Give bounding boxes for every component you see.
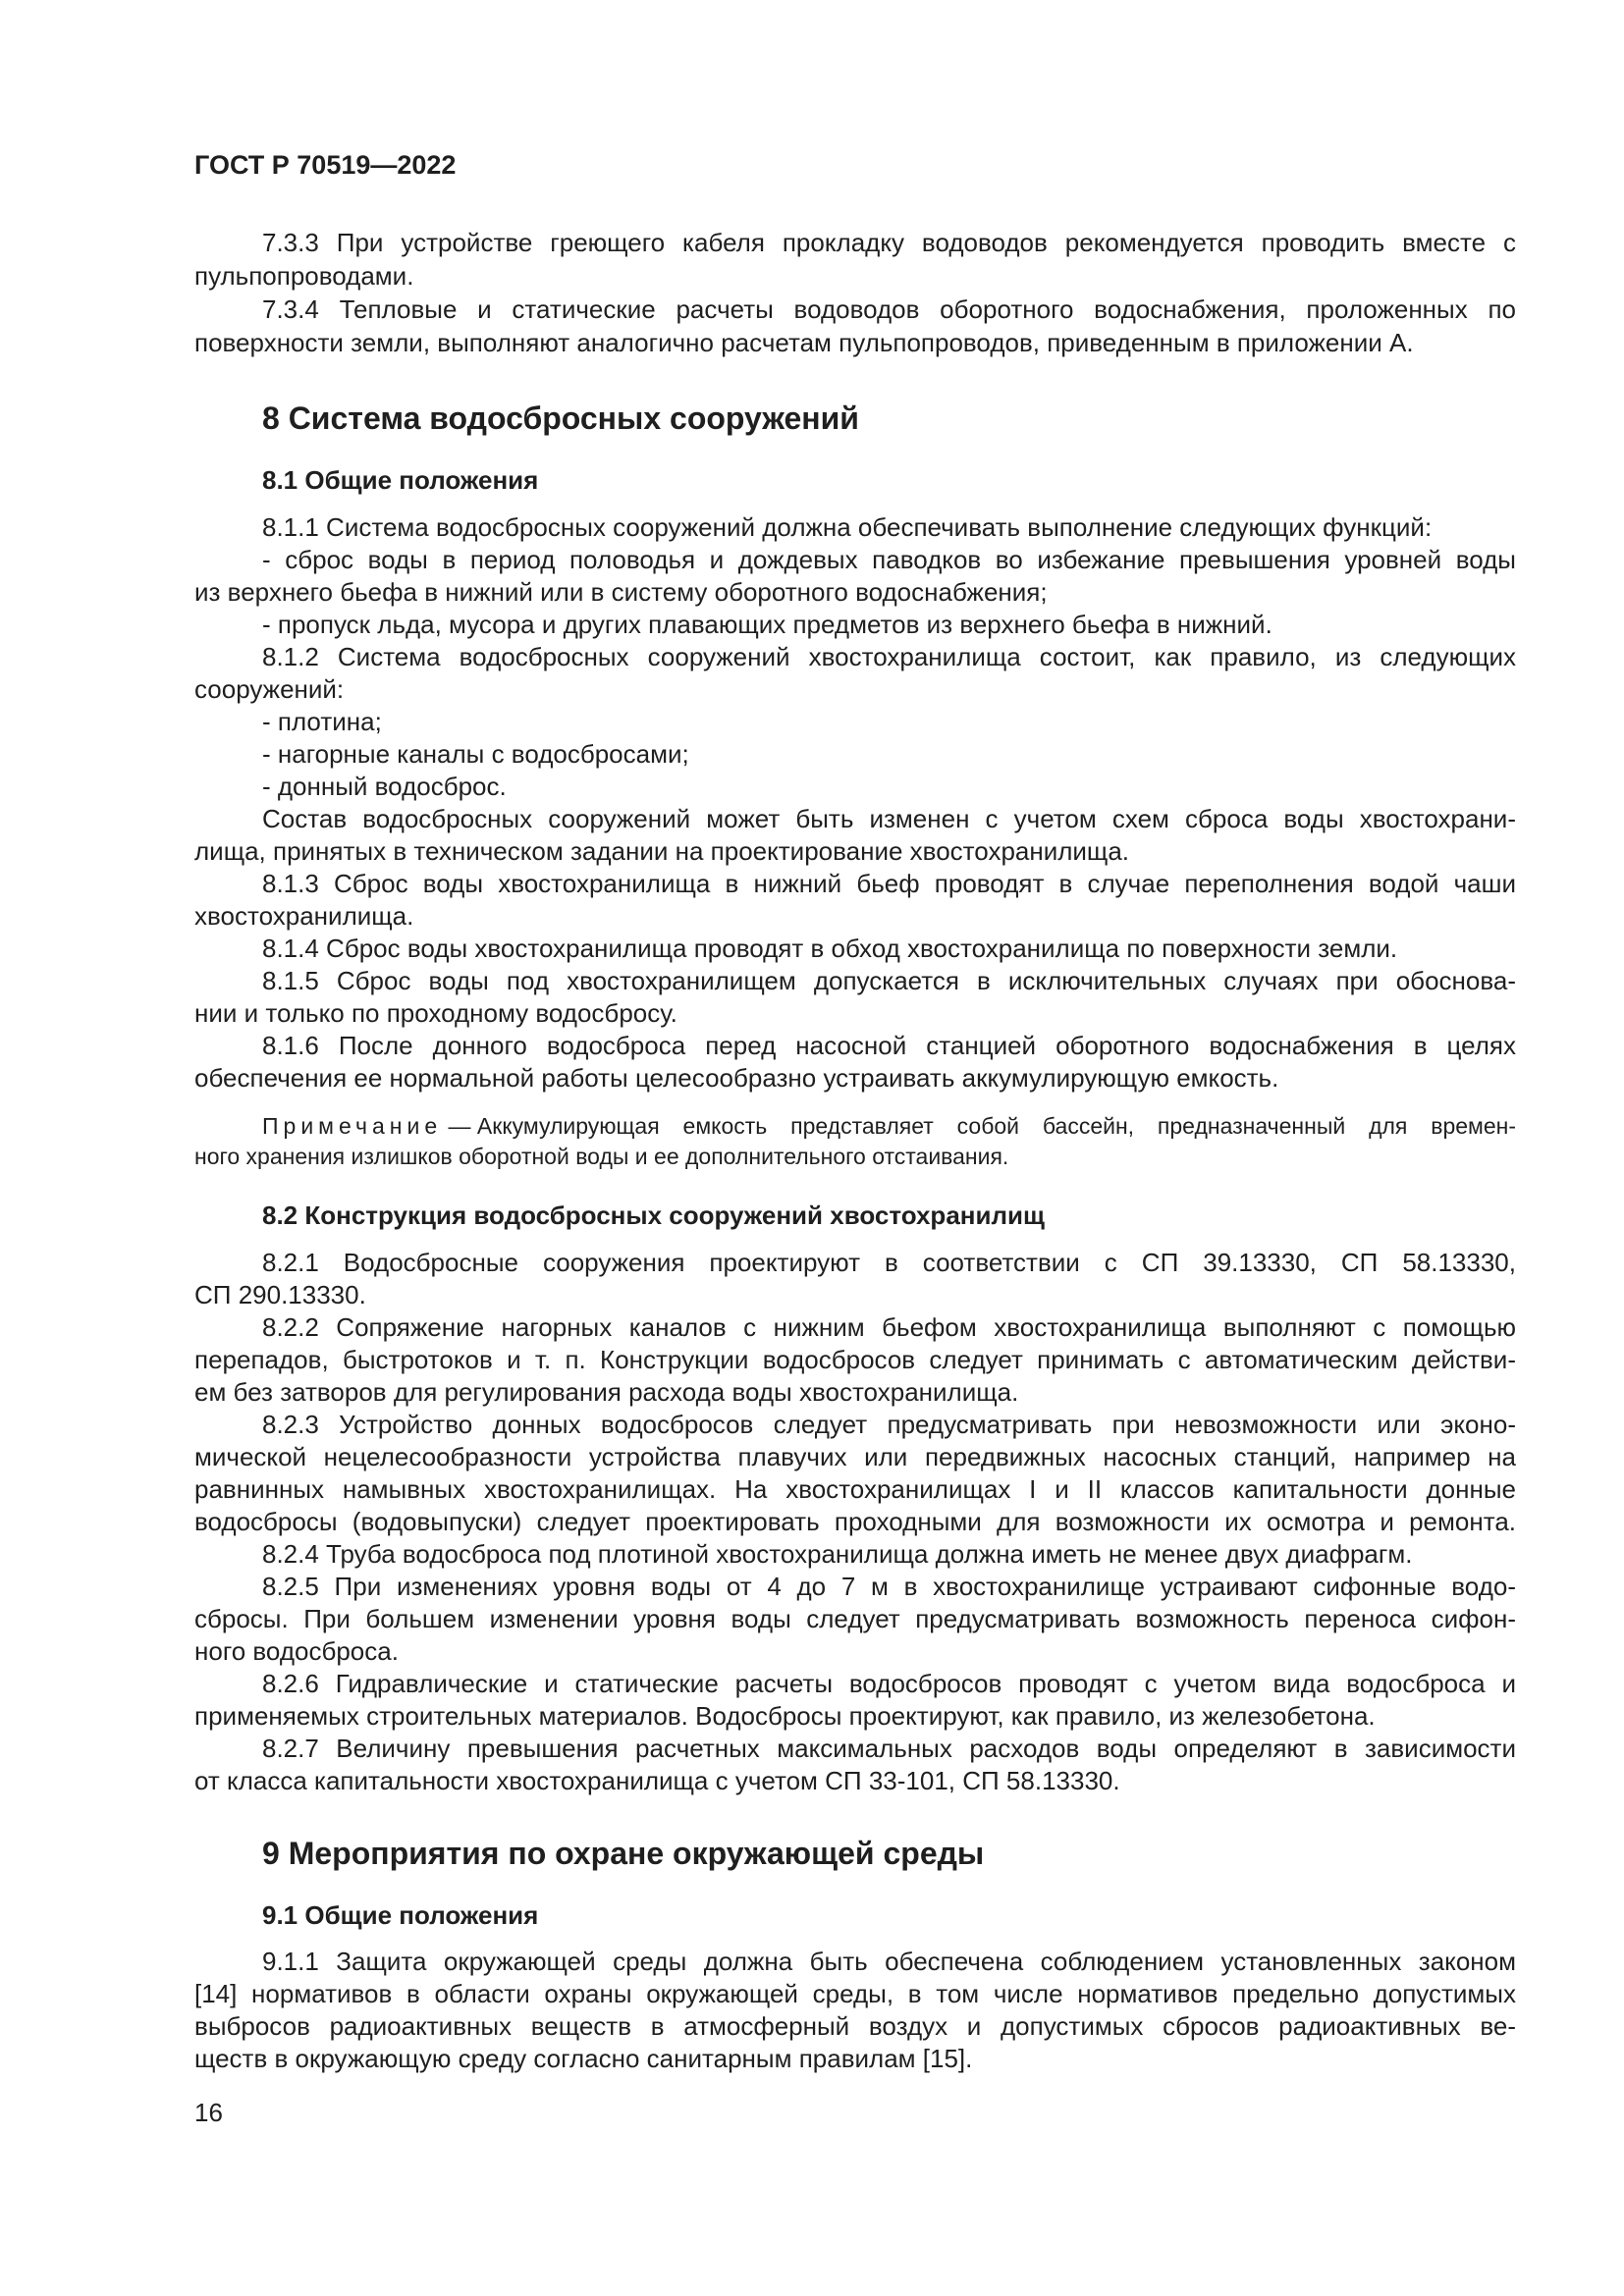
paragraph-line: применяемых строительных материалов. Водосбросы проектируют, как правило, из железобетона. <box>194 1701 1376 1731</box>
note-text: Аккумулирующая емкость представляет собой бассейн, предназначенный для времен- <box>476 1113 1516 1139</box>
paragraph-line: сбросы. При большем изменении уровня воды следует предусматривать возможность переноса сифон- <box>194 1604 1516 1633</box>
paragraph-line: от класса капитальности хвостохранилища с учетом СП 33-101, СП 58.13330. <box>194 1766 1120 1795</box>
paragraph-line: из верхнего бьефа в нижний или в систему оборотного водоснабжения; <box>194 577 1048 607</box>
section-9-heading: 9 Мероприятия по охране окружающей среды <box>262 1836 985 1871</box>
paragraph-line: 8.1.6 После донного водосброса перед насосной станцией оборотного водоснабжения в целях <box>262 1031 1516 1060</box>
list-item: - донный водосброс. <box>262 772 507 801</box>
page-number: 16 <box>194 2098 223 2127</box>
paragraph-line: нии и только по проходному водосбросу. <box>194 998 677 1028</box>
paragraph-line: 8.2.3 Устройство донных водосбросов следует предусматривать при невозможности или эконо- <box>262 1410 1516 1439</box>
paragraph-line: [14] нормативов в области охраны окружающей среды, в том числе нормативов предельно допустимых <box>194 1979 1516 2008</box>
document-designation: ГОСТ Р 70519—2022 <box>194 150 457 180</box>
paragraph-line: равнинных намывных хвостохранилищах. На хвостохранилищах I и II классов капитальности донные <box>194 1474 1516 1504</box>
paragraph-line: 8.1.2 Система водосбросных сооружений хвостохранилища состоит, как правило, из следующих <box>262 642 1516 671</box>
subsection-8-1-heading: 8.1 Общие положения <box>262 465 539 495</box>
list-item: - нагорные каналы с водосбросами; <box>262 739 689 769</box>
paragraph-line: Состав водосбросных сооружений может быть изменен с учетом схем сброса воды хвостохрани- <box>262 804 1516 833</box>
paragraph-line: 8.2.5 При изменениях уровня воды от 4 до 7 м в хвостохранилище устраивают сифонные водо- <box>262 1572 1516 1601</box>
paragraph-line: 8.2.7 Величину превышения расчетных максимальных расходов воды определяют в зависимости <box>262 1734 1516 1763</box>
paragraph-line: обеспечения ее нормальной работы целесообразно устраивать аккумулирующую емкость. <box>194 1063 1279 1093</box>
paragraph-8-2-4: 8.2.4 Труба водосброса под плотиной хвостохранилища должна иметь не менее двух диафрагм. <box>262 1539 1413 1569</box>
paragraph-line: выбросов радиоактивных веществ в атмосферный воздух и допустимых сбросов радиоактивных ве- <box>194 2011 1516 2041</box>
paragraph-line: 8.1.3 Сброс воды хвостохранилища в нижний бьеф проводят в случае переполнения водой чаши <box>262 869 1516 898</box>
paragraph-line: ем без затворов для регулирования расхода воды хвостохранилища. <box>194 1377 1019 1407</box>
paragraph-line: 7.3.3 При устройстве греющего кабеля прокладку водоводов рекомендуется проводить вместе с <box>262 228 1516 257</box>
paragraph-line: поверхности земли, выполняют аналогично расчетам пульпопроводов, приведенным в приложении А. <box>194 328 1414 357</box>
paragraph-line: ществ в окружающую среду согласно санитарным правилам [15]. <box>194 2044 973 2073</box>
section-8-heading: 8 Система водосбросных сооружений <box>262 400 859 436</box>
list-item: - сброс воды в период половодья и дождевых паводков во избежание превышения уровней воды <box>262 545 1516 574</box>
subsection-9-1-heading: 9.1 Общие положения <box>262 1900 539 1930</box>
paragraph-line: хвостохранилища. <box>194 901 414 931</box>
paragraph-line: лища, принятых в техническом задании на проектирование хвостохранилища. <box>194 836 1130 866</box>
paragraph-line: перепадов, быстротоков и т. п. Конструкции водосбросов следует принимать с автоматическим действи- <box>194 1345 1516 1374</box>
list-item: - пропуск льда, мусора и других плавающих предметов из верхнего бьефа в нижний. <box>262 610 1272 639</box>
note-line: ного хранения излишков оборотной воды и ее дополнительного отстаивания. <box>194 1144 1009 1169</box>
paragraph-8-1-4: 8.1.4 Сброс воды хвостохранилища проводят в обход хвостохранилища по поверхности земли. <box>262 934 1398 963</box>
subsection-8-2-heading: 8.2 Конструкция водосбросных сооружений хвостохранилищ <box>262 1201 1045 1230</box>
paragraph-line: пульпопроводами. <box>194 261 414 291</box>
paragraph-line: СП 290.13330. <box>194 1280 366 1309</box>
paragraph-line: мической нецелесообразности устройства плавучих или передвижных насосных станций, например на <box>194 1442 1516 1471</box>
paragraph-line: 8.2.2 Сопряжение нагорных каналов с нижним бьефом хвостохранилища выполняют с помощью <box>262 1312 1516 1342</box>
paragraph-line: 7.3.4 Тепловые и статические расчеты водоводов оборотного водоснабжения, проложенных по <box>262 294 1516 324</box>
paragraph-line: 8.1.1 Система водосбросных сооружений должна обеспечивать выполнение следующих функций: <box>262 512 1433 542</box>
note-label: Примечание <box>262 1113 443 1139</box>
note-first-line <box>262 1111 1516 1141</box>
paragraph-line: сооружений: <box>194 674 345 704</box>
paragraph-line: ного водосброса. <box>194 1636 399 1666</box>
paragraph-line: 8.2.6 Гидравлические и статические расчеты водосбросов проводят с учетом вида водосброса и <box>262 1669 1516 1698</box>
list-item: - плотина; <box>262 707 382 736</box>
note-dash: — <box>442 1113 477 1139</box>
paragraph-line: 8.1.5 Сброс воды под хвостохранилищем допускается в исключительных случаях при обоснова- <box>262 966 1516 995</box>
paragraph-line: водосбросы (водовыпуски) следует проектировать проходными для возможности их осмотра и ремонта. <box>194 1507 1516 1536</box>
paragraph-line: 8.2.1 Водосбросные сооружения проектируют в соответствии с СП 39.13330, СП 58.13330, <box>262 1248 1516 1277</box>
paragraph-line: 9.1.1 Защита окружающей среды должна быть обеспечена соблюдением установленных законом <box>262 1947 1516 1976</box>
